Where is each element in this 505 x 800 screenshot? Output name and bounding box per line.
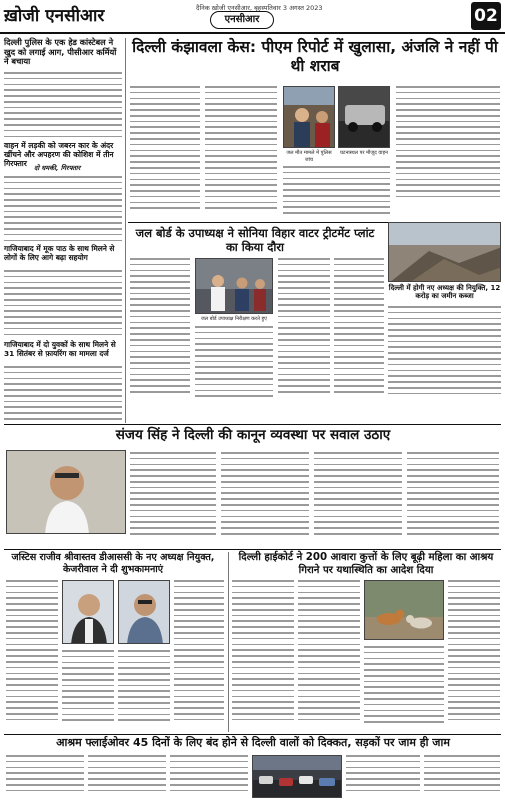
- story2-bottom-rule: [4, 424, 501, 425]
- lead-text-col-1: [130, 86, 200, 218]
- story6-text-col-2: [88, 755, 166, 799]
- lead-photo-caption-1: जल मौत मामले में पुलिस जांच: [286, 150, 332, 163]
- section-label: एनसीआर: [210, 11, 274, 29]
- brand-logo: ख़ोजी एनसीआर: [4, 6, 105, 26]
- story2-photo-caption: जल बोर्ड उपाध्यक्ष निरीक्षण करते हुए: [201, 316, 267, 322]
- story5-text-col-4: [448, 580, 500, 730]
- story5-photo: [364, 580, 444, 640]
- lead-text-col-3: [283, 166, 390, 218]
- left-headline-1: दिल्ली पुलिस के एक हेड कांस्टेबल ने खुद को लगाई आग, पीसीआर कर्मियों ने बचाया: [4, 37, 117, 67]
- right-top-headline: दिल्ली में होगी नए अध्यक्ष की नियुक्ति, 12 करोड़ का जमीन कब्जा: [388, 284, 501, 301]
- story6-text-col-3: [170, 755, 248, 799]
- story5-text-col-2: [298, 580, 360, 730]
- left-story-2-text: [4, 176, 122, 246]
- story4-divider: [228, 552, 229, 732]
- left-column-lower: [4, 245, 122, 423]
- left-column-divider: [125, 38, 126, 423]
- story2-text-col-2: [195, 326, 273, 406]
- story5-bottom-rule: [4, 734, 501, 735]
- lead-photo-caption-2: घटनास्थल पर मौजूद वाहन: [340, 150, 388, 156]
- story3-text-col-4: [407, 452, 499, 544]
- story4-headline: जस्टिस राजीव श्रीवास्तव डीआससी के नए अध्यक्ष नियुक्त, केजरीवाल ने दी शुभकामनाएं: [11, 552, 215, 575]
- story3-text-col-1: [130, 452, 216, 544]
- lead-text-col-2: [205, 86, 277, 218]
- right-top-text: [396, 86, 500, 206]
- story6-text-col-5: [424, 755, 500, 799]
- story2-text-col-1: [130, 258, 190, 406]
- story2-headline: जल बोर्ड के उपाध्यक्ष ने सोनिया विहार वाटर ट्रीटमेंट प्लांट का किया दौरा: [135, 226, 375, 254]
- story2-text-col-3: [278, 258, 330, 406]
- page-number: 02: [471, 2, 501, 30]
- story3-text-col-2: [221, 452, 309, 544]
- issue-date: दैनिक ख़ोजी एनसीआर, बृहस्पतिवार 3 अगस्त 2023: [196, 4, 323, 12]
- story4-text-col-3: [118, 650, 170, 730]
- right-top-photo: [388, 222, 501, 282]
- left-headline-2-tag: दो धमकी, गिरफ्तार: [34, 164, 81, 172]
- story6-photo: [252, 755, 342, 798]
- story4-photo-2: [118, 580, 170, 644]
- story2-photo: [195, 258, 273, 314]
- story5-text-col-3: [364, 646, 444, 730]
- story6-text-col-4: [346, 755, 420, 799]
- story3-text-col-3: [314, 452, 402, 544]
- story4-text-col-1: [6, 580, 58, 730]
- story3-photo: [6, 450, 126, 534]
- story6-text-col-1: [6, 755, 84, 799]
- left-story-3-text: [4, 270, 122, 340]
- lead-headline: दिल्ली कंझावला केस: पीएम रिपोर्ट में खुलासा, अंजलि ने नहीं पी थी शराब: [132, 38, 498, 75]
- masthead: [0, 0, 505, 34]
- story4-text-col-4: [174, 580, 224, 730]
- left-story-1-text: [4, 72, 122, 142]
- lead-photo-2: [338, 86, 390, 148]
- left-headline-4: गाजियाबाद में दो युवकों के साथ मिलने से 31 सितंबर से फ़ायरिंग का मामला दर्ज: [4, 340, 116, 358]
- left-headline-3: गाजियाबाद में मूक पाठ के साथ मिलने से लोगों के लिए आगे बढ़ा सहयोग: [4, 244, 115, 262]
- story2-text-col-4: [334, 258, 384, 406]
- story3-headline: संजय सिंह ने दिल्ली की कानून व्यवस्था पर सवाल उठाए: [115, 427, 391, 443]
- story5-text-col-1: [232, 580, 294, 730]
- story5-headline: दिल्ली हाईकोर्ट ने 200 आवारा कुत्तों के लिए बूढ़ी महिला का आश्रय गिराने पर यथास्थिति का आदेश दिया: [238, 552, 494, 576]
- story4-text-col-2: [62, 650, 114, 730]
- story4-photo-1: [62, 580, 114, 644]
- left-headline-2: वाहन में लड़की को जबरन कार के अंदर खींचने और अपहरण की कोशिश में तीन गिरफ्तार: [4, 141, 114, 168]
- right-top-lower-text: [388, 306, 501, 404]
- story6-headline: आश्रम फ्लाईओवर 45 दिनों के लिए बंद होने से दिल्ली वालों को दिक्कत, सड़कों पर जाम ही जाम: [56, 736, 450, 749]
- left-story-4-text: [4, 366, 122, 422]
- story3-bottom-rule: [4, 549, 501, 550]
- lead-photo-1: [283, 86, 335, 148]
